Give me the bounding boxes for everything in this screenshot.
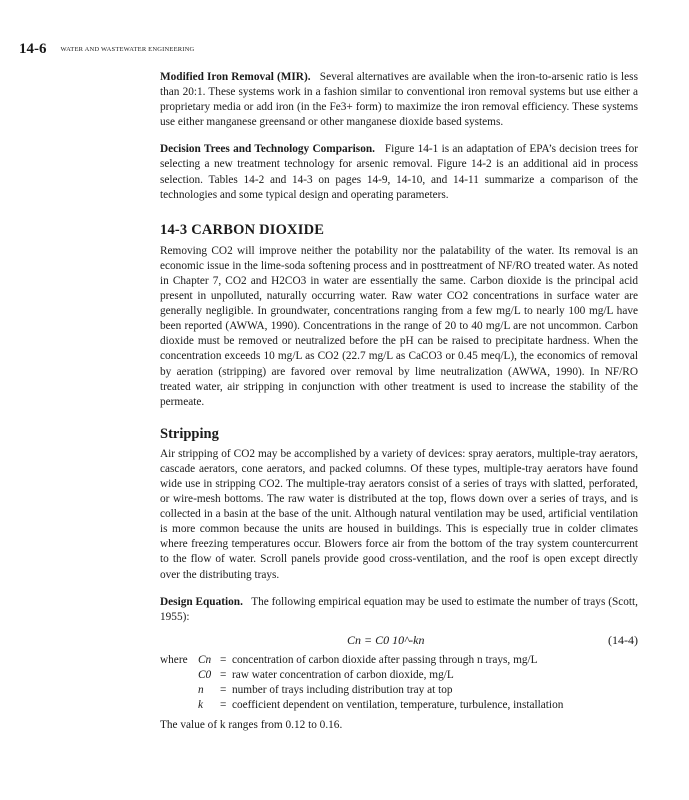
stripping-paragraph: Air stripping of CO2 may be accomplished by a variety of devices: spray aerators, multiple-tray aerators, cascade aerators, cone aerators, and packed columns. Of these types, multiple-tray aerators have found wide use in stripping CO2. The multiple-tray aerators consist of a series of trays with slatted, perforated, or wire-mesh bottoms. The raw water is distributed at the top, flows down over a series of trays, and is collected in a basin at the base of the unit. Although natural ventilation may be used, artificial ventilation is more common because the units are housed in buildings. This is especially true in colder climates where freezing temperatures occur. Blowers force air from the bottom of the tray system countercurrent to the flow of water. Scroll panels provide good cross-ventilation, and the roof is open except directly over the distributing trays. xyxy=(160,447,638,581)
decision-paragraph xyxy=(160,142,638,202)
definition-text: coefficient dependent on ventilation, temperature, turbulence, installation xyxy=(232,699,564,712)
definition-row xyxy=(160,683,638,698)
mir-paragraph xyxy=(160,70,638,130)
where-list xyxy=(160,653,638,713)
mir-text: Several alternatives are available when the iron-to-arsenic ratio is less than 20:1. These systems work in a fashion similar to conventional iron removal systems but use either a proprietary media or add iron (in the Fe3+ form) to maximize the iron removal efficiency. These systems use either manganese greensand or other manganese dioxide based systems. xyxy=(160,71,638,129)
equation-block xyxy=(160,631,638,651)
mir-lead: Modified Iron Removal (MIR). xyxy=(160,71,311,83)
definition-symbol: n xyxy=(198,684,204,696)
equation-number: (14-4) xyxy=(608,632,638,647)
definition-row xyxy=(160,668,638,683)
equals-sign: = xyxy=(220,699,227,712)
equals-sign: = xyxy=(220,668,227,681)
definition-text: number of trays including distribution tray at top xyxy=(232,684,453,696)
stripping-heading: Stripping xyxy=(160,425,219,442)
decision-lead: Decision Trees and Technology Comparison. xyxy=(160,143,375,156)
definition-symbol: k xyxy=(198,699,204,712)
section-heading: 14-3 CARBON DIOXIDE xyxy=(160,221,325,238)
carbon-dioxide-paragraph: Removing CO2 will improve neither the potability nor the palatability of the water. Its removal is an economic issue in the lime-soda softening process and in posttreatment of NF/RO treated water. As noted in Chapter 7, CO2 and H2CO3 in water are essentially the same. Carbon dioxide is the principal acid present in unpolluted, naturally occurring water. Raw water CO2 concentrations in surface water are generally negligible. In groundwater, concentrations ranging from a few mg/L to nearly 100 mg/L have been reported (AWWA, 1990). Concentrations in the range of 20 to 40 mg/L are not uncommon. Carbon dioxide must be removed or neutralized before the pH can be raised to precipitate hardness. When the concentration exceeds 10 mg/L as CO2 (22.7 mg/L as CaCO3 or 0.45 meq/L), the economics of removal by aeration (stripping) are favored over removal by lime neutralization (AWWA, 1990). In NF/RO treated water, air stripping in conjunction with other treatment is used to increase the stability of the permeate. xyxy=(160,244,638,408)
design-text: The following empirical equation may be used to estimate the number of trays (Scott, 1955): xyxy=(160,595,638,623)
definition-row xyxy=(160,653,638,668)
page-body xyxy=(160,70,638,733)
where-label: where xyxy=(160,653,188,666)
definition-symbol: C0 xyxy=(198,668,212,681)
decision-text: Figure 14-1 is an adaptation of EPA’s decision trees for selecting a new treatment technology for arsenic removal. Figure 14-2 is an additional aid in process selection. Tables 14-2 and 14-3 on pages 14-9, 14-10, and 14-11 summarize a comparison of the technologies and some typical design and operating parameters. xyxy=(160,143,638,201)
page-number: 14-6 xyxy=(19,41,47,57)
page-header xyxy=(19,40,679,58)
equals-sign: = xyxy=(220,653,227,666)
equation: Cn = C0 10^-kn xyxy=(347,632,425,647)
definition-text: raw water concentration of carbon dioxide, mg/L xyxy=(232,668,454,681)
definition-text: concentration of carbon dioxide after passing through n trays, mg/L xyxy=(232,653,538,666)
design-lead: Design Equation. xyxy=(160,595,243,608)
definition-row xyxy=(160,698,638,713)
design-paragraph xyxy=(160,595,638,625)
equals-sign: = xyxy=(220,684,227,696)
definition-symbol: Cn xyxy=(198,653,212,666)
closing-sentence: The value of k ranges from 0.12 to 0.16. xyxy=(160,719,343,732)
running-title: WATER AND WASTEWATER ENGINEERING xyxy=(60,46,195,53)
